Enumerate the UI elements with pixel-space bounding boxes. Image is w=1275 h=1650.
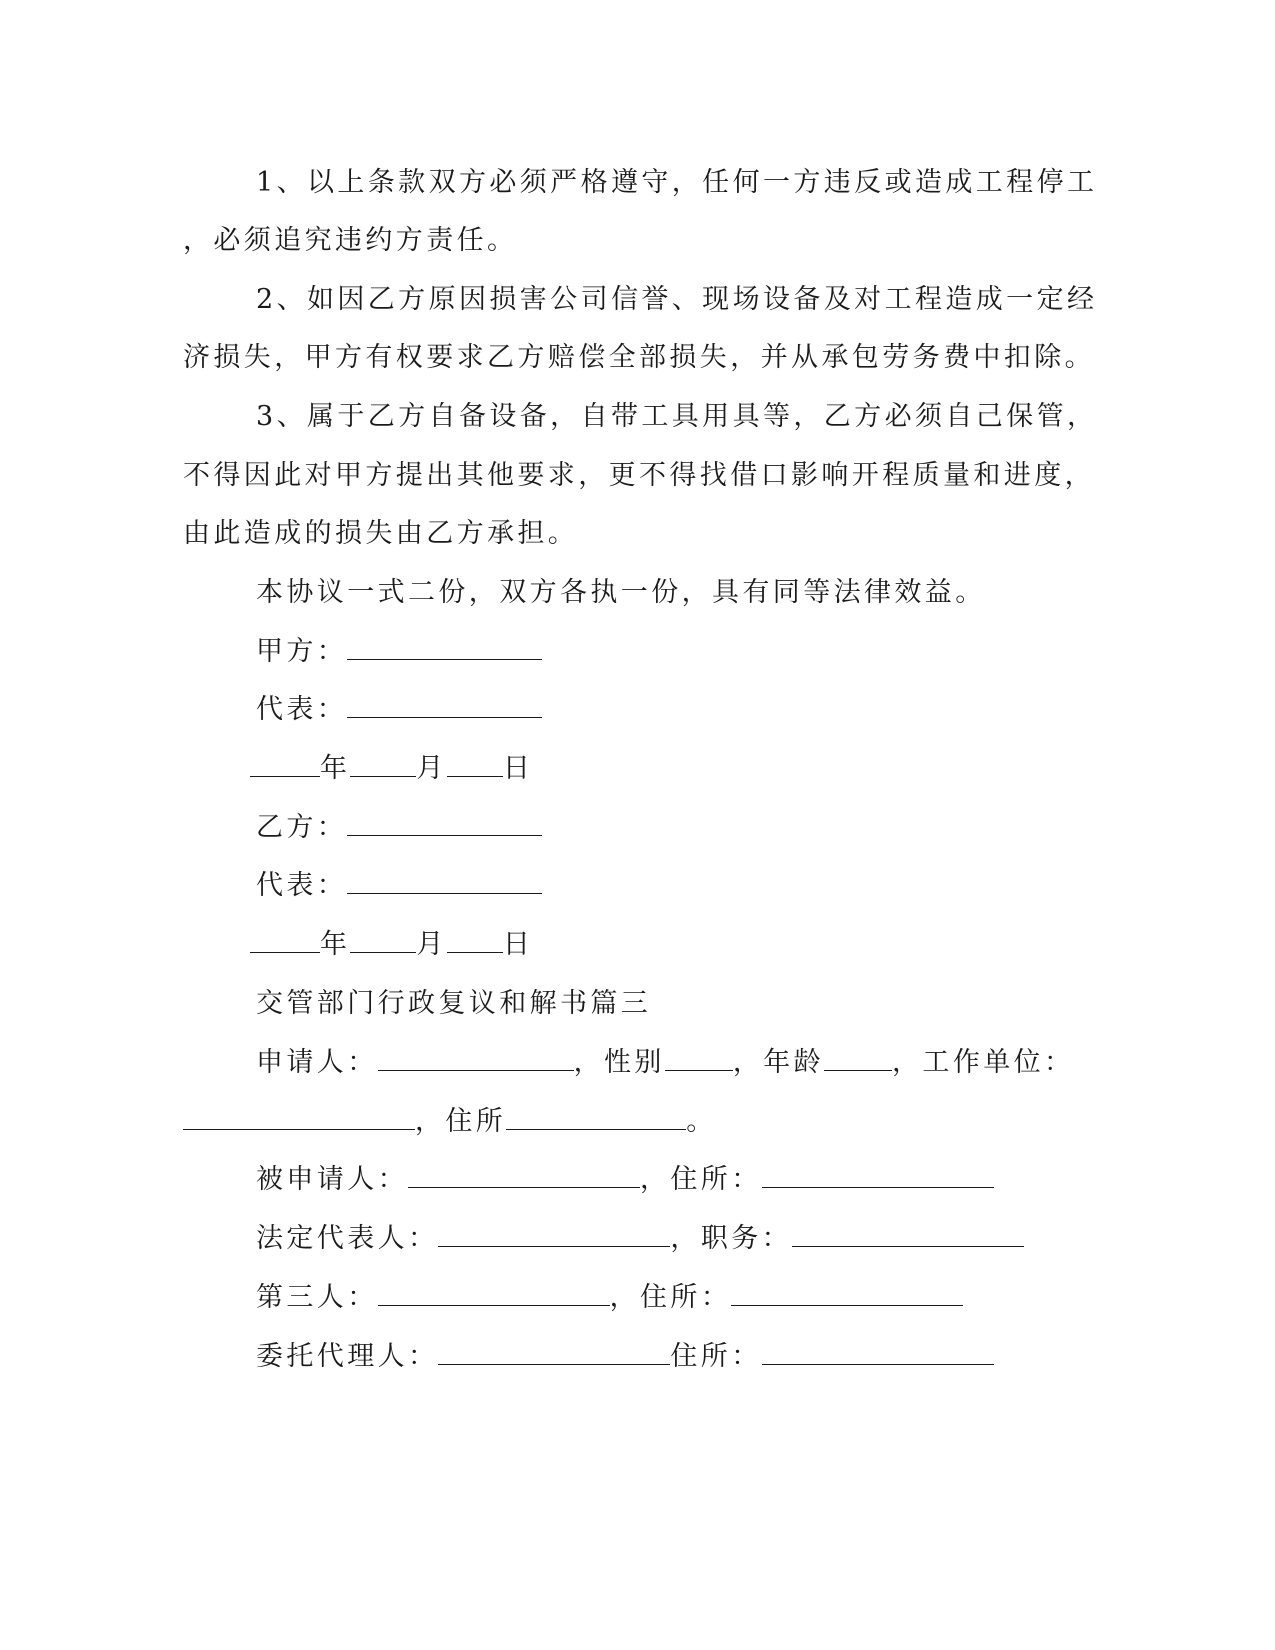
agent-row [256,1340,1035,1374]
respondent-label: 被申请人： [256,1164,408,1195]
party-a-date-row [250,752,1035,786]
day-label: 日 [502,929,534,960]
respondent-residence-blank[interactable] [762,1165,994,1188]
legal-rep-blank[interactable] [438,1224,670,1247]
month-label: 月 [416,929,447,960]
year-label: 年 [320,929,351,960]
gender-blank[interactable] [665,1048,733,1071]
age-label: ，年龄 [732,1047,825,1078]
party-a-rep-blank[interactable] [347,695,542,718]
party-b-year-blank[interactable] [250,930,320,953]
party-b-rep-blank[interactable] [347,871,542,894]
gender-label: ，性别 [573,1047,665,1078]
party-a-day-blank[interactable] [447,754,503,777]
applicant-label: 申请人： [256,1047,378,1078]
month-label: 月 [416,753,447,784]
party-b-blank[interactable] [347,813,542,836]
residence-colon-label: 住所： [670,1341,762,1372]
clause-3-line-1: 3、属于乙方自备设备，自带工具用具等，乙方必须自己保管， [256,401,1098,432]
residence-label: 住所 [445,1106,507,1137]
position-label: 职务： [700,1223,793,1254]
year-label: 年 [320,753,351,784]
residence-colon-label: 住所： [640,1282,732,1313]
clause-3-line-3: 由此造成的损失由乙方承担。 [183,518,579,549]
legal-rep-label: 法定代表人： [256,1223,439,1254]
clause-2-line-1: 2、如因乙方原因损害公司信誉、现场设备及对工程造成一定经 [256,284,1098,315]
work-unit-blank[interactable] [183,1107,415,1130]
party-b-rep-row [256,869,1035,903]
party-a-rep-label: 代表： [256,694,348,725]
party-a-month-blank[interactable] [350,754,416,777]
applicant-row [256,1046,1075,1080]
party-b-rep-label: 代表： [256,870,348,901]
party-b-day-blank[interactable] [447,930,503,953]
work-unit-label: ，工作单位： [892,1047,1075,1078]
comma-label: ， [415,1106,446,1137]
clause-3-line-2: 不得因此对甲方提出其他要求，更不得找借口影响开程质量和进度， [183,460,1095,491]
agent-label: 委托代理人： [256,1341,439,1372]
comma-label: ， [609,1282,641,1313]
period-label: 。 [686,1106,717,1137]
agent-residence-blank[interactable] [762,1342,994,1365]
applicant-name-blank[interactable] [378,1048,574,1071]
agent-blank[interactable] [438,1342,670,1365]
third-party-residence-blank[interactable] [731,1283,963,1306]
agreement-copies-note: 本协议一式二份，双方各执一份，具有同等法律效益。 [256,577,986,608]
party-a-blank[interactable] [347,637,542,660]
party-a-label: 甲方： [256,636,348,667]
position-blank[interactable] [792,1224,1024,1247]
clause-2-line-2: 济损失，甲方有权要求乙方赔偿全部损失，并从承包劳务费中扣除。 [183,342,1095,373]
respondent-blank[interactable] [408,1165,640,1188]
party-b-row [256,811,1035,845]
clause-1-line-2: ，必须追究违约方责任。 [183,225,518,256]
age-blank[interactable] [824,1048,892,1071]
comma-label: ， [670,1223,701,1254]
section-title: 交管部门行政复议和解书篇三 [256,988,652,1019]
party-b-date-row [250,928,1035,962]
party-a-rep-row [256,693,1035,727]
party-b-label: 乙方： [256,812,348,843]
third-party-label: 第三人： [256,1282,378,1313]
applicant-row-2 [183,1105,1035,1139]
party-a-year-blank[interactable] [250,754,320,777]
residence-colon-label: 住所： [670,1164,762,1195]
comma-label: ， [640,1164,671,1195]
clause-1-line-1: 1、以上条款双方必须严格遵守，任何一方违反或造成工程停工 [256,167,1098,198]
legal-rep-row [256,1222,1035,1256]
third-party-blank[interactable] [378,1283,610,1306]
party-a-row [256,635,1035,669]
respondent-row [256,1163,1035,1197]
third-party-row [256,1281,1035,1315]
applicant-residence-blank[interactable] [506,1107,686,1130]
day-label: 日 [502,753,534,784]
party-b-month-blank[interactable] [350,930,416,953]
